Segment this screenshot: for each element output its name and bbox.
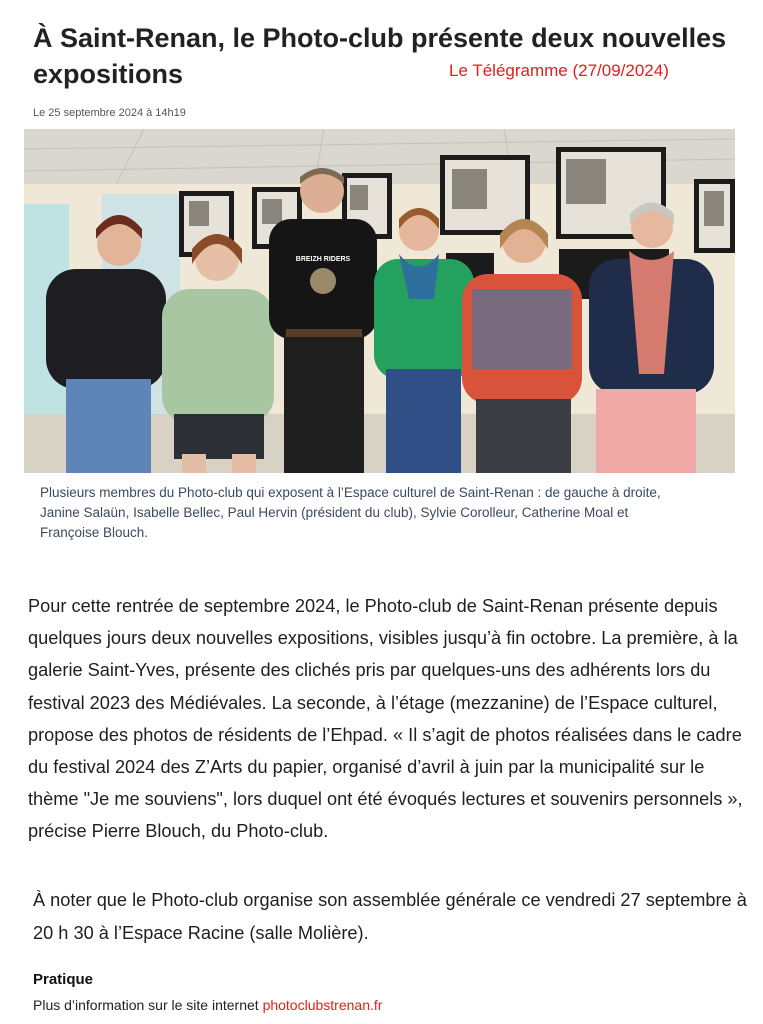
- photo-caption: Plusieurs membres du Photo-club qui exposent à l’Espace culturel de Saint-Renan : de gauche à droite, Janine Salaün, Isabelle Bellec, Paul Hervin (président du club), Sylvie Corolleur, Catherine Moal et Françoise Blouch.: [40, 485, 661, 540]
- article-paragraph-2: À noter que le Photo-club organise son assemblée générale ce vendredi 27 septembre à 20 h 30 à l’Espace Racine (salle Molière).: [33, 890, 747, 943]
- group-photo-illustration: [24, 129, 735, 473]
- pratique-info: [33, 997, 382, 1013]
- article-paragraph-1: Pour cette rentrée de septembre 2024, le Photo-club de Saint-Renan présente depuis quelques jours deux nouvelles expositions, visibles jusqu’à fin octobre. La première, à la galerie Saint-Yves, présente des clichés pris par quelques-uns des adhérents lors du festival 2023 des Médiévales. La seconde, à l’étage (mezzanine) de l’Espace culturel, propose des photos de résidents de l’Ehpad. « Il s’agit de photos réalisées dans le cadre du festival 2024 des Z’Arts du papier, organisé d’avril à juin par la municipalité sur le thème "Je me souviens", lors duquel ont été évoqués lectures et souvenirs personnels », précise Pierre Blouch, du Photo-club.: [28, 596, 743, 842]
- tshirt-print: BREIZH RIDERS: [295, 256, 351, 263]
- article-photo: [24, 129, 735, 473]
- pratique-heading: Pratique: [33, 971, 94, 988]
- source-label: Le Télégramme (27/09/2024): [449, 61, 669, 80]
- article-dateline: Le 25 septembre 2024 à 14h19: [33, 107, 186, 119]
- article-headline: À Saint-Renan, le Photo-club présente deux nouvelles expositions: [33, 23, 727, 89]
- pratique-text: Plus d’information sur le site internet: [33, 997, 263, 1013]
- website-link[interactable]: photoclubstrenan.fr: [262, 997, 383, 1013]
